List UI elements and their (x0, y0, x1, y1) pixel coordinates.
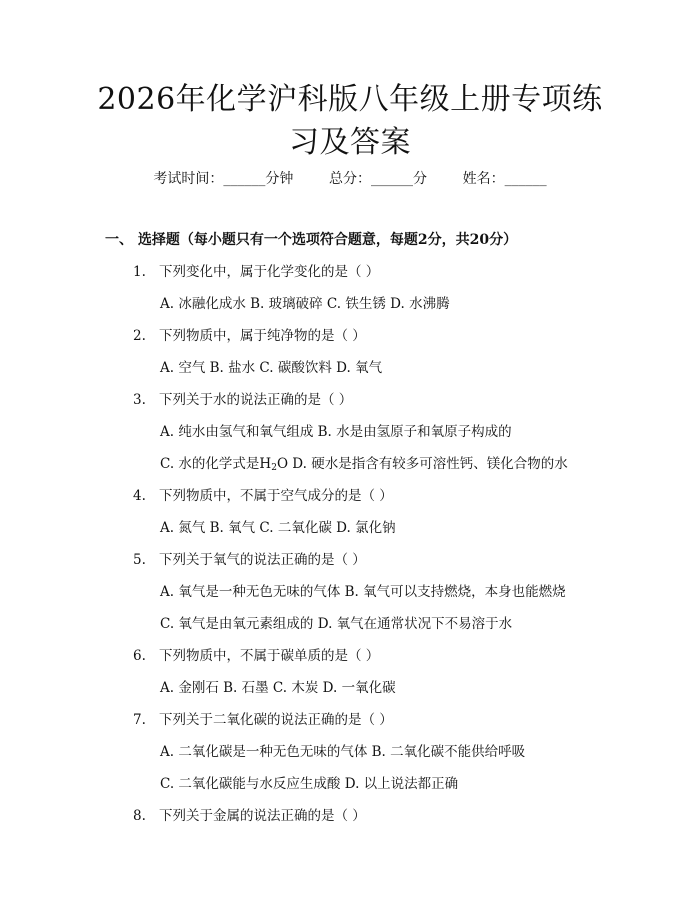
question-stem: 下列物质中，不属于碳单质的是（ ） (159, 648, 380, 664)
question-stem: 下列关于二氧化碳的说法正确的是（ ） (159, 712, 393, 728)
time-unit: 分钟 (265, 171, 294, 187)
subscript-2: 2 (271, 463, 277, 473)
question-4 (133, 487, 393, 505)
name-label: 姓名： (462, 171, 505, 187)
question-number: 3. (133, 392, 146, 408)
question-number: 7. (133, 712, 146, 728)
question-number: 6. (133, 648, 146, 664)
question-2-options: A. 空气 B. 盐水 C. 碳酸饮料 D. 氧气 (160, 360, 383, 376)
name-blank: ______ (504, 171, 547, 187)
question-2 (133, 327, 366, 345)
question-3 (133, 391, 352, 409)
question-6-options: A. 金刚石 B. 石墨 C. 木炭 D. 一氧化碳 (160, 680, 396, 696)
question-3-options-ab: A. 纯水由氢气和氧气组成 B. 水是由氢原子和氧原子构成的 (160, 424, 512, 440)
question-4-options: A. 氮气 B. 氧气 C. 二氧化碳 D. 氯化钠 (160, 520, 396, 536)
question-1 (133, 263, 379, 281)
option-c-text: C. 水的化学式是H (160, 456, 272, 472)
page-title: 2026年化学沪科版八年级上册专项练习及答案 (97, 82, 603, 160)
time-blank: ______ (223, 171, 266, 187)
question-stem: 下列关于金属的说法正确的是（ ） (159, 808, 366, 824)
question-stem: 下列物质中，属于纯净物的是（ ） (159, 328, 366, 344)
question-5-options-ab: A. 氧气是一种无色无味的气体 B. 氧气可以支持燃烧，本身也能燃烧 (160, 584, 566, 600)
section-heading: 一、 选择题（每小题只有一个选项符合题意，每题2分，共20分） (105, 232, 518, 248)
question-stem: 下列关于水的说法正确的是（ ） (159, 392, 353, 408)
score-label: 总分： (329, 171, 371, 187)
question-3-options-cd (160, 455, 568, 477)
question-6 (133, 647, 379, 665)
question-8 (133, 807, 366, 825)
question-5-options-cd: C. 氧气是由氧元素组成的 D. 氧气在通常状况下不易溶于水 (160, 616, 513, 632)
time-label: 考试时间： (153, 171, 224, 187)
question-number: 2. (133, 328, 146, 344)
question-5 (133, 551, 366, 569)
option-cd-text: O D. 硬水是指含有较多可溶性钙、镁化合物的水 (276, 456, 568, 472)
question-stem: 下列关于氧气的说法正确的是（ ） (159, 552, 366, 568)
question-stem: 下列物质中，不属于空气成分的是（ ） (159, 488, 393, 504)
exam-meta-line (0, 170, 700, 188)
score-unit: 分 (413, 171, 427, 187)
question-7-options-cd: C. 二氧化碳能与水反应生成酸 D. 以上说法都正确 (160, 776, 459, 792)
question-number: 5. (133, 552, 146, 568)
question-stem: 下列变化中，属于化学变化的是（ ） (159, 264, 380, 280)
question-7 (133, 711, 393, 729)
question-1-options: A. 冰融化成水 B. 玻璃破碎 C. 铁生锈 D. 水沸腾 (160, 296, 450, 312)
score-blank: ______ (371, 171, 413, 187)
question-number: 1. (133, 264, 146, 280)
question-7-options-ab: A. 二氧化碳是一种无色无味的气体 B. 二氧化碳不能供给呼吸 (160, 744, 526, 760)
question-number: 4. (133, 488, 146, 504)
question-number: 8. (133, 808, 146, 824)
